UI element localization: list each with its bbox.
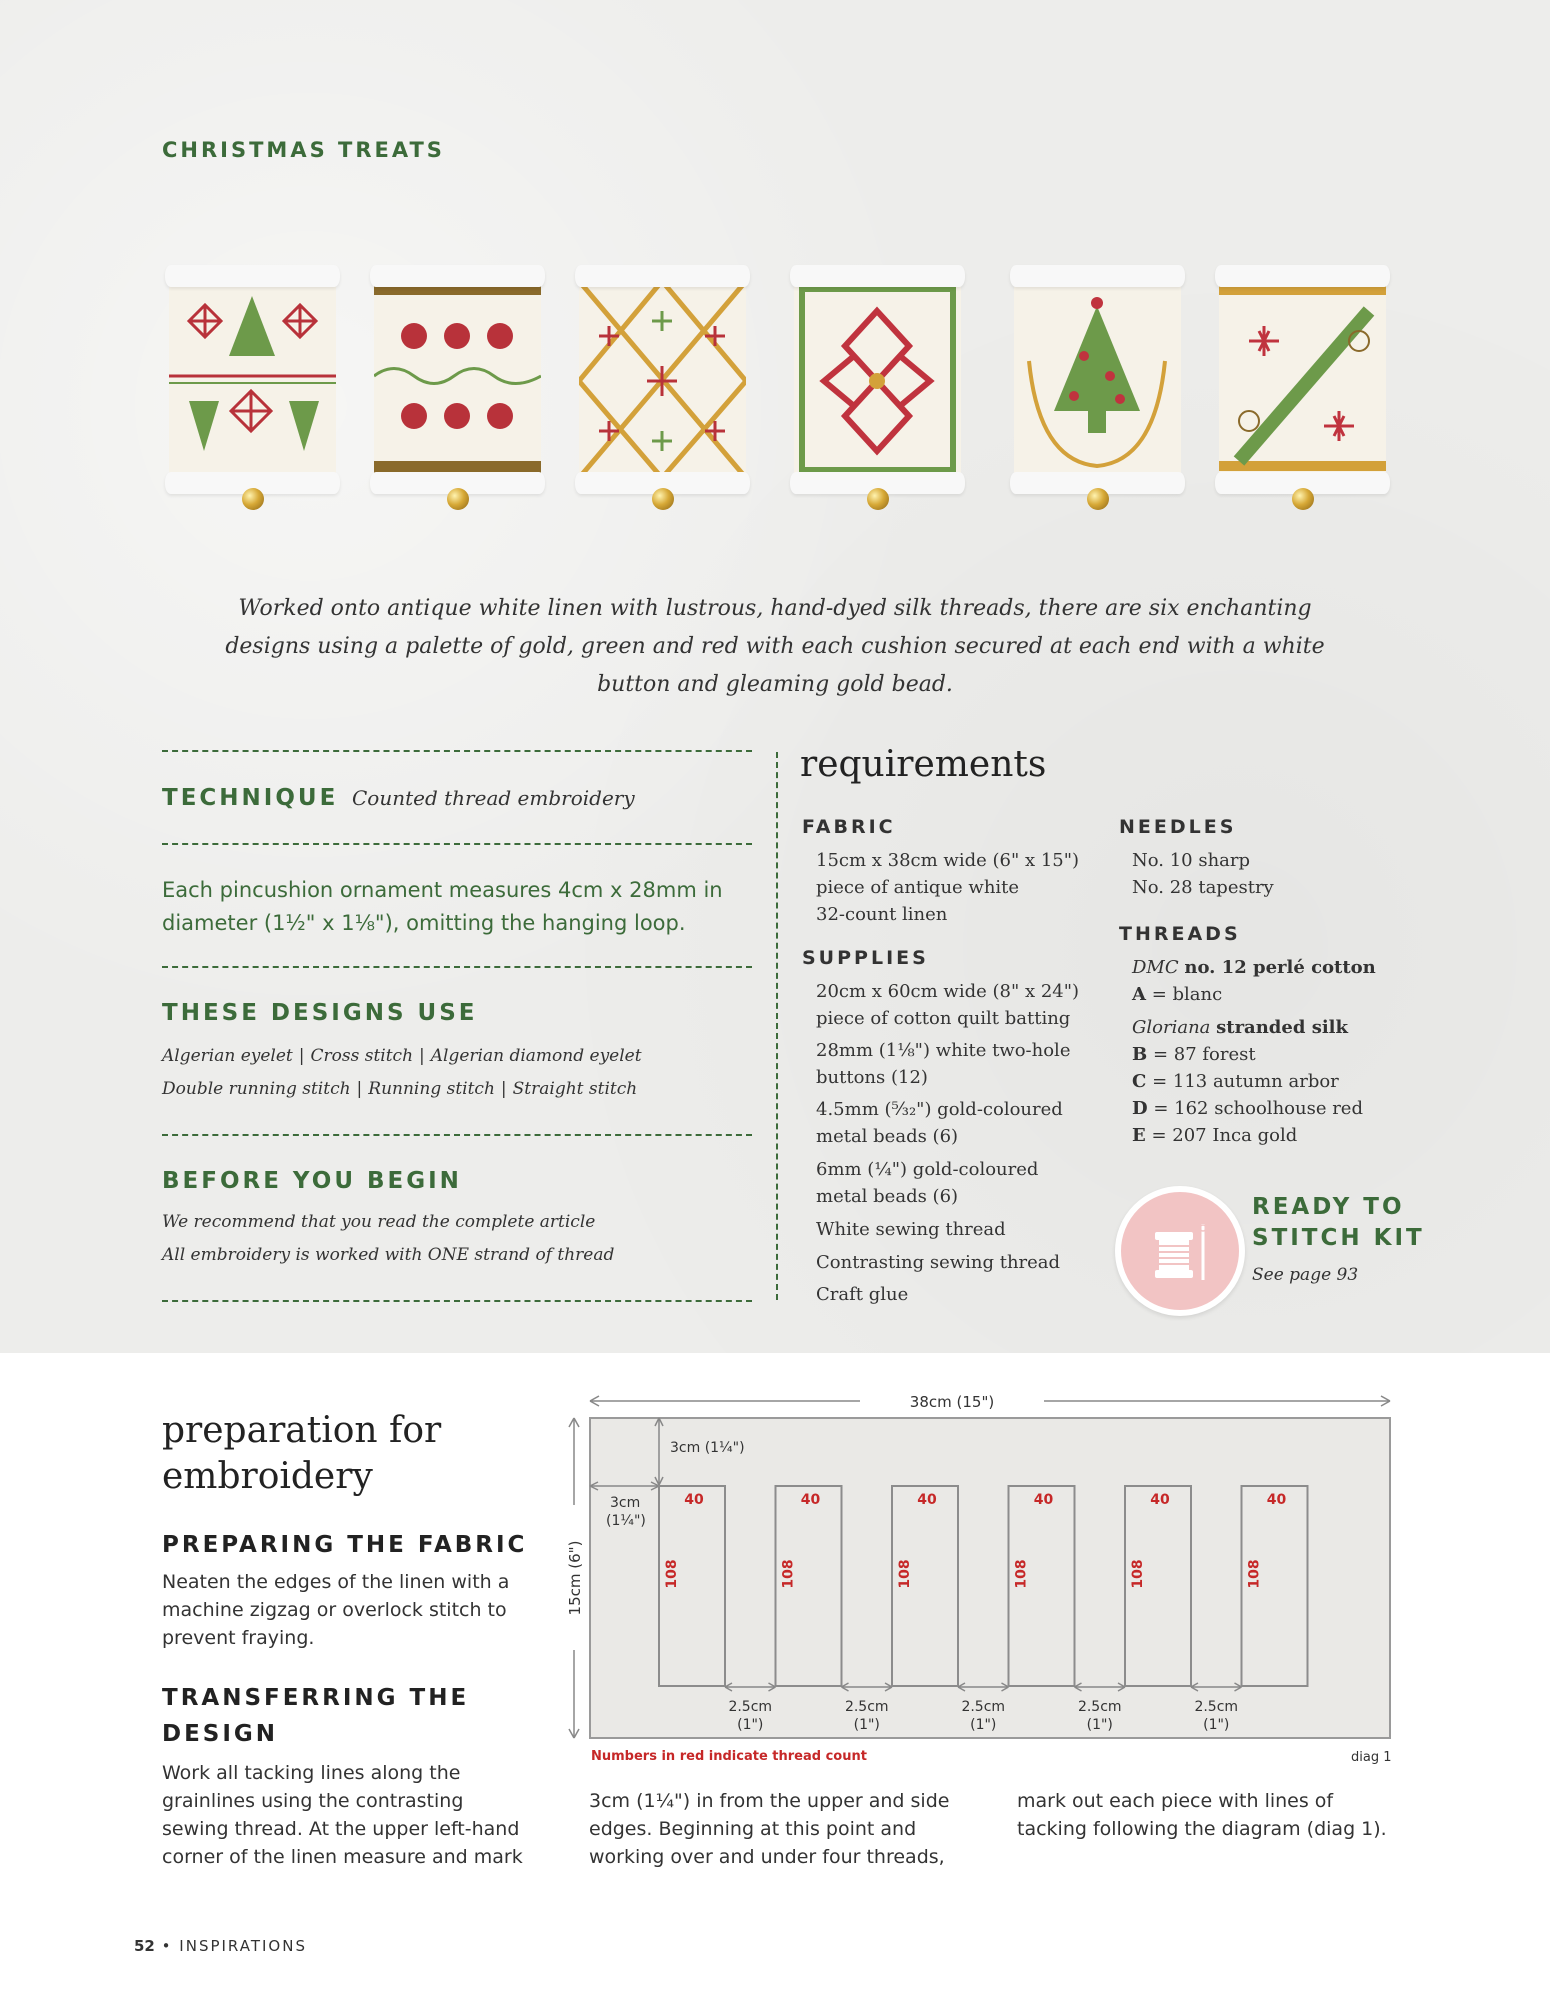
page-footer: 52 • INSPIRATIONS — [134, 1937, 307, 1955]
thread-count-height: 108 — [1130, 1559, 1146, 1589]
transferring-heading: TRANSFERRING THE DESIGN — [162, 1685, 470, 1747]
kit-title: READY TO STITCH KIT — [1252, 1194, 1425, 1251]
gap-label: (1") — [970, 1717, 997, 1733]
gap-label: (1") — [1086, 1717, 1113, 1733]
gap-label: 2.5cm — [728, 1699, 773, 1715]
thread-count-width: 40 — [1150, 1492, 1170, 1508]
linen-rectangle — [590, 1418, 1390, 1738]
thread-count-height: 108 — [1013, 1559, 1030, 1589]
transfer-text-col2: 3cm (1¼") in from the upper and side edges. Beginning at this point and working over and under four threads, — [589, 1790, 950, 1868]
thread-count-height: 108 — [664, 1559, 680, 1589]
pincushion-photo — [165, 265, 1425, 525]
stitch-list-row: Double running stitch | Running stitch | Straight stitch — [162, 1079, 638, 1099]
thread-spool-needle-icon — [1121, 1192, 1239, 1310]
supply-item: 28mm (1⅛") white two-hole buttons (12) — [816, 1040, 1071, 1088]
gold-bead-icon — [242, 488, 264, 510]
thread-item: E = 207 Inca gold — [1132, 1125, 1298, 1146]
gap-label: 2.5cm — [961, 1699, 1006, 1715]
preparing-fabric-heading: PREPARING THE FABRIC — [162, 1532, 528, 1558]
supplies-heading: SUPPLIES — [802, 947, 929, 969]
gap-label: (1") — [853, 1717, 880, 1733]
preparing-fabric-text: Neaten the edges of the linen with a machine zigzag or overlock stitch to prevent fraying. — [162, 1571, 510, 1649]
gold-bead-icon — [1087, 488, 1109, 510]
top-offset-label: 3cm (1¼") — [670, 1440, 745, 1456]
thread-count-width: 40 — [917, 1492, 937, 1508]
cutting-diagram — [560, 1385, 1400, 1765]
before-begin-line: All embroidery is worked with ONE strand of thread — [162, 1245, 615, 1265]
gap-label: 2.5cm — [1194, 1699, 1239, 1715]
thread-item: B = 87 forest — [1132, 1044, 1256, 1065]
stitch-list-row: Algerian eyelet | Cross stitch | Algerian diamond eyelet — [162, 1046, 642, 1066]
pincushion-1 — [165, 265, 340, 510]
fabric-heading: FABRIC — [802, 816, 896, 838]
gold-bead-icon — [1292, 488, 1314, 510]
thread-count-height: 108 — [1246, 1559, 1263, 1589]
divider — [162, 1134, 752, 1136]
thread-item: C = 113 autumn arbor — [1132, 1071, 1339, 1092]
thread-brand: Gloriana stranded silk — [1132, 1017, 1348, 1038]
supply-item: 20cm x 60cm wide (8" x 24") piece of cotton quilt batting — [816, 981, 1080, 1029]
pincushion-4 — [790, 265, 965, 510]
side-offset-label: (1¼") — [606, 1513, 646, 1529]
fabric-item: 15cm x 38cm wide (6" x 15") piece of antique white 32-count linen — [816, 850, 1080, 925]
supply-item: 4.5mm (⁵⁄₃₂") gold-coloured metal beads (6) — [816, 1099, 1063, 1147]
technique-label: TECHNIQUE — [162, 785, 339, 811]
gap-label: (1") — [1203, 1717, 1230, 1733]
diagram-tag: diag 1 — [1351, 1750, 1392, 1765]
pincushion-6 — [1215, 265, 1390, 510]
supply-item: 6mm (¼") gold-coloured metal beads (6) — [816, 1159, 1039, 1207]
height-label: 15cm (6") — [566, 1540, 584, 1616]
gap-label: 2.5cm — [844, 1699, 889, 1715]
transfer-text-col3: mark out each piece with lines of tacking following the diagram (diag 1). — [1017, 1790, 1387, 1840]
divider — [162, 966, 752, 968]
supply-item: White sewing thread — [816, 1219, 1006, 1240]
thread-count-width: 40 — [684, 1492, 704, 1508]
designs-use-title: THESE DESIGNS USE — [162, 1000, 478, 1026]
thread-brand: DMC no. 12 perlé cotton — [1132, 957, 1376, 978]
before-begin-title: BEFORE YOU BEGIN — [162, 1168, 462, 1194]
diagram-note: Numbers in red indicate thread count — [591, 1749, 867, 1764]
thread-count-height: 108 — [897, 1559, 913, 1589]
technique-value: Counted thread embroidery — [352, 786, 635, 810]
needles-heading: NEEDLES — [1119, 816, 1237, 838]
side-offset-label: 3cm — [610, 1495, 641, 1511]
pincushion-3 — [575, 265, 750, 510]
pincushion-2 — [370, 265, 545, 510]
supply-item: Contrasting sewing thread — [816, 1252, 1061, 1273]
transfer-text-col1: Work all tacking lines along the grainlines using the contrasting sewing thread. At the upper left-hand corner of the linen measure and mark — [162, 1762, 523, 1868]
gold-bead-icon — [867, 488, 889, 510]
gap-label: 2.5cm — [1077, 1699, 1122, 1715]
thread-count-height: 108 — [780, 1559, 797, 1589]
magazine-name: INSPIRATIONS — [179, 1937, 307, 1955]
gold-bead-icon — [447, 488, 469, 510]
thread-item: A = blanc — [1132, 984, 1223, 1005]
diag-1 — [560, 1385, 1400, 1765]
supply-item: Craft glue — [816, 1284, 909, 1305]
width-label: 38cm (15") — [909, 1393, 995, 1411]
page-number: 52 — [134, 1937, 155, 1955]
divider — [162, 1300, 752, 1302]
column-divider — [776, 752, 778, 1300]
kit-page-ref[interactable]: See page 93 — [1252, 1265, 1359, 1285]
thread-count-width: 40 — [1033, 1492, 1054, 1508]
measurement-text: Each pincushion ornament measures 4cm x 28mm in diameter (1½" x 1⅛"), omitting the hanging loop. — [162, 878, 723, 935]
section-kicker: CHRISTMAS TREATS — [162, 138, 445, 162]
divider — [162, 843, 752, 845]
gold-bead-icon — [652, 488, 674, 510]
preparation-title: preparation for embroidery — [162, 1410, 442, 1497]
gap-label: (1") — [737, 1717, 764, 1733]
thread-count-width: 40 — [1266, 1492, 1287, 1508]
thread-item: D = 162 schoolhouse red — [1132, 1098, 1363, 1119]
kit-badge[interactable] — [1115, 1186, 1245, 1316]
intro-text: Worked onto antique white linen with lustrous, hand-dyed silk threads, there are six enchanting designs using a palette of gold, green and red with each cushion secured at each end with a white button and gleaming gold bead. — [225, 596, 1325, 697]
divider — [162, 750, 752, 752]
pincushion-5 — [1010, 265, 1185, 510]
before-begin-line: We recommend that you read the complete article — [162, 1212, 596, 1232]
threads-heading: THREADS — [1119, 923, 1241, 945]
requirements-title: requirements — [800, 744, 1047, 785]
needle-item: No. 10 sharp No. 28 tapestry — [1132, 850, 1274, 898]
thread-count-width: 40 — [800, 1492, 821, 1508]
